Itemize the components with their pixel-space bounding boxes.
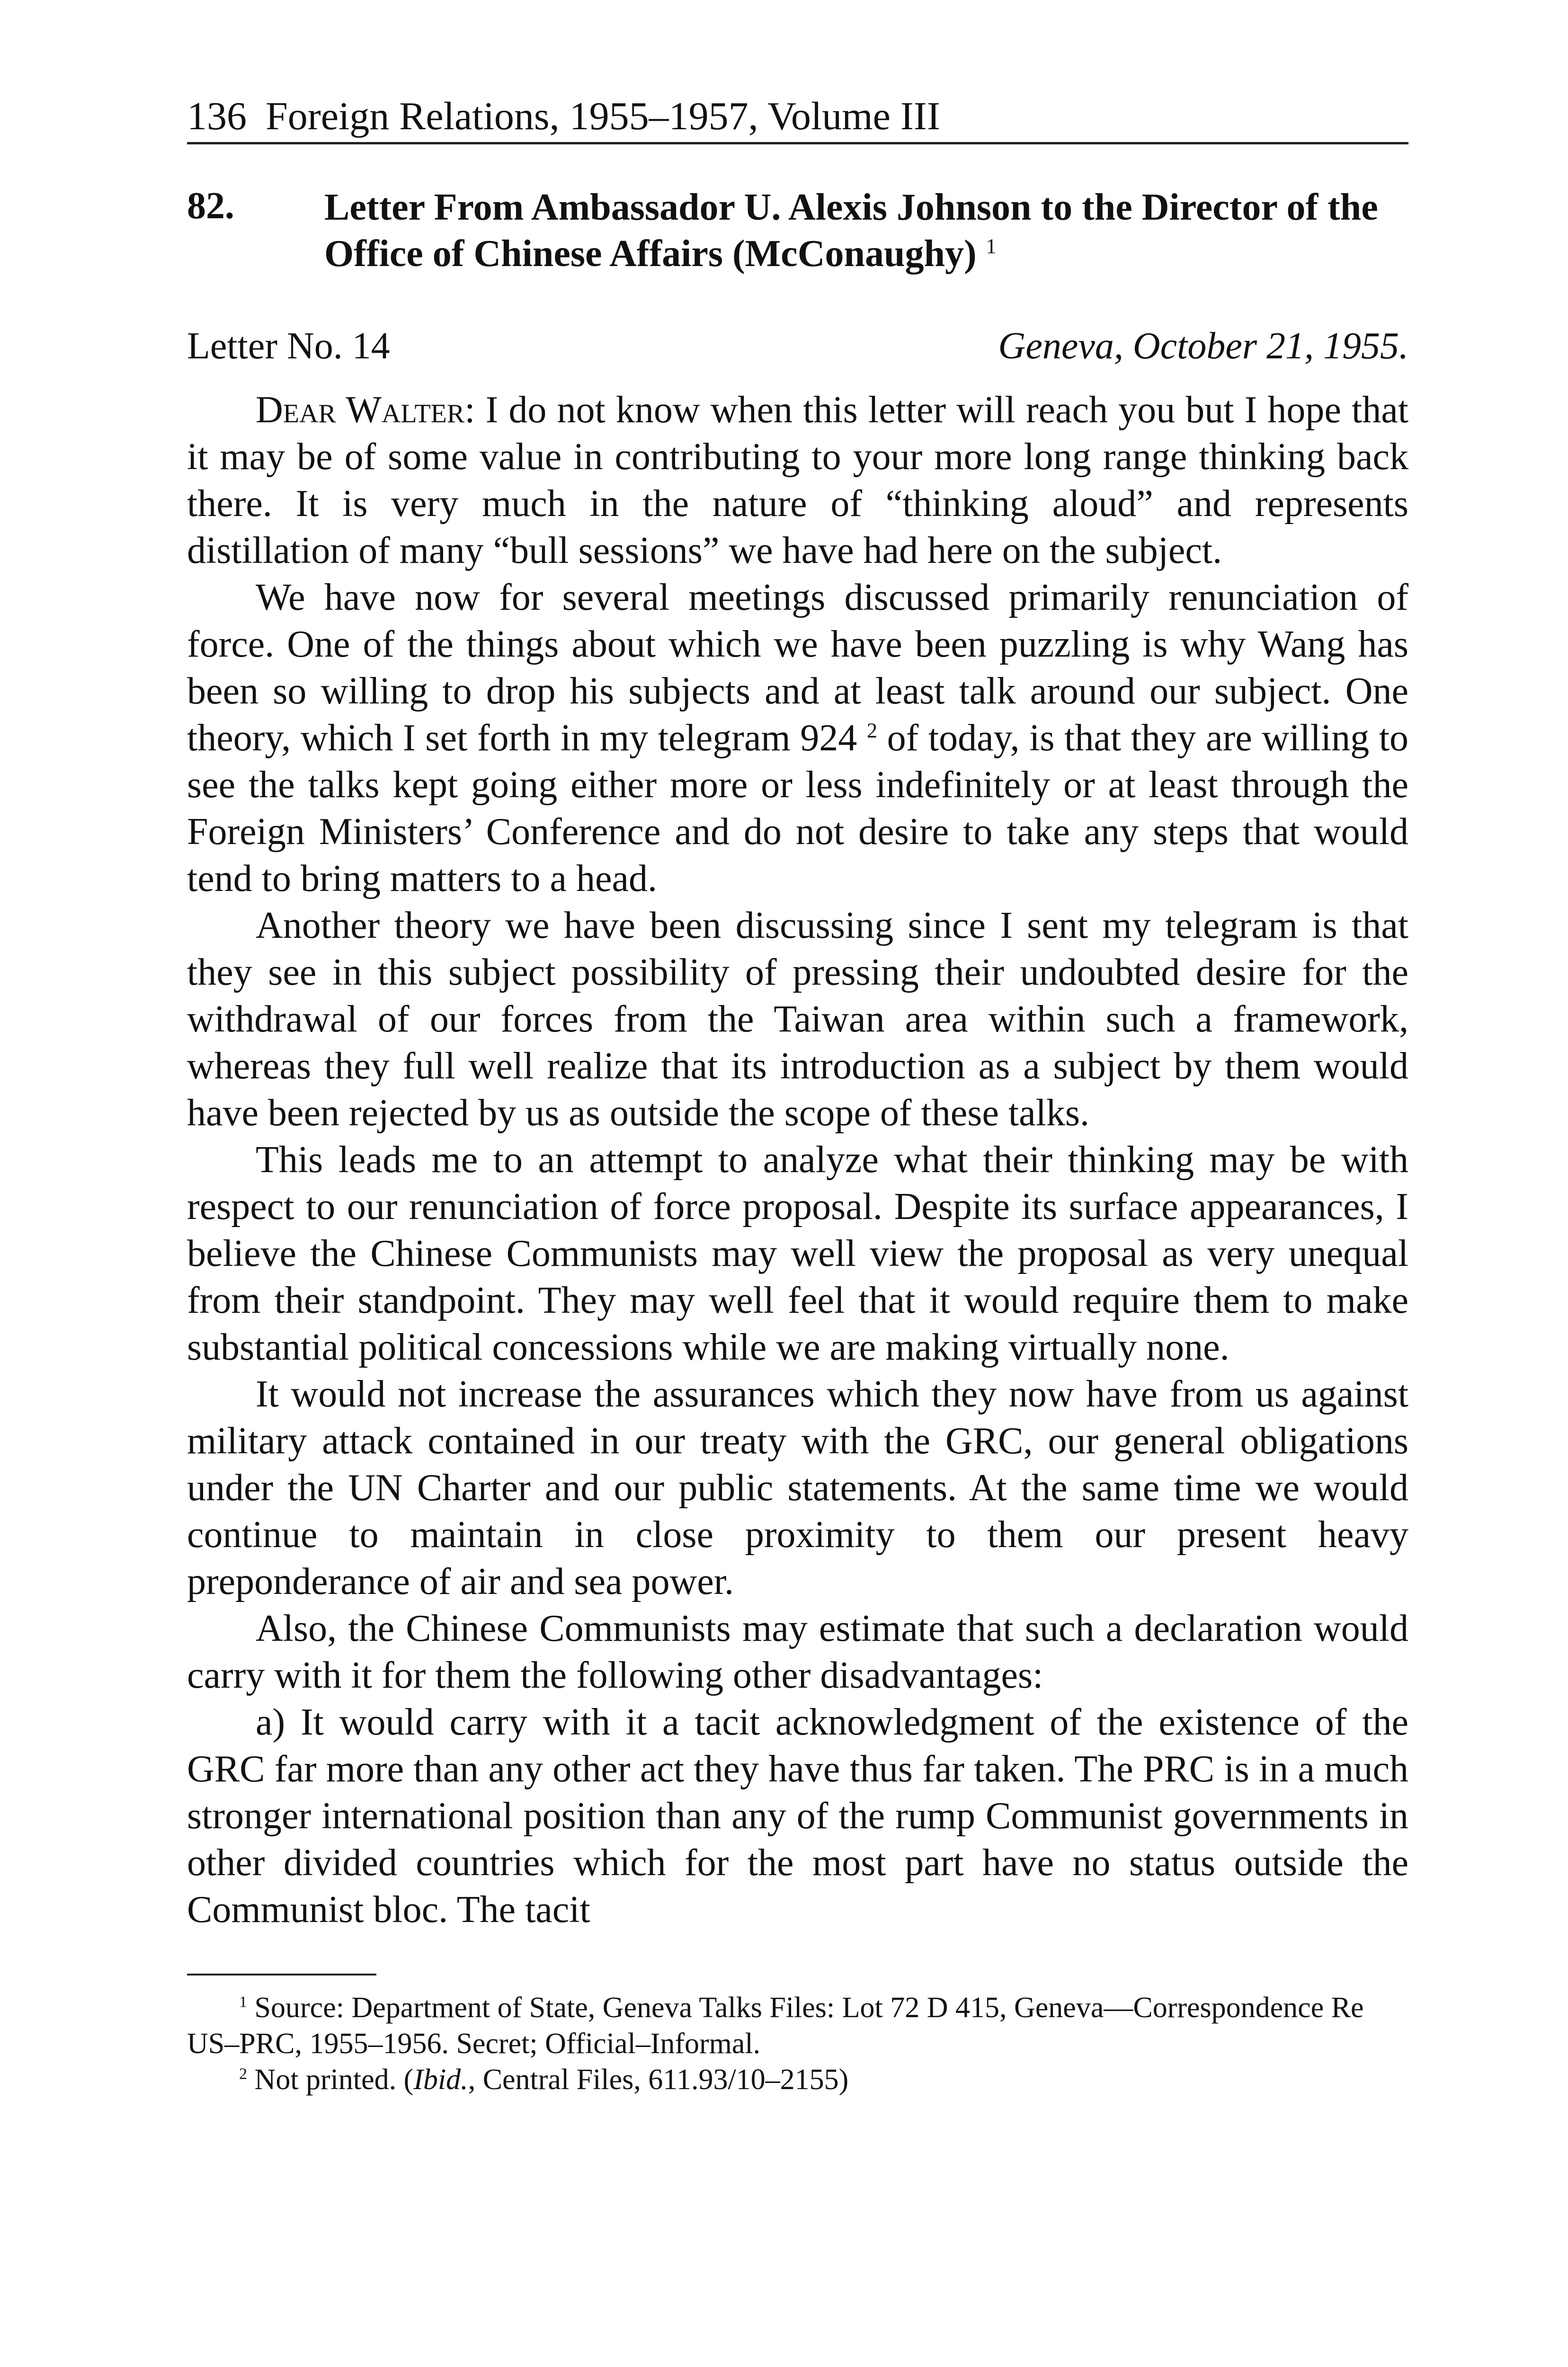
footnote-2-marker: 2 (239, 2064, 248, 2082)
document-page (187, 95, 1408, 2098)
paragraph-1-text: I do not know when this letter will reach you but I hope that it may be of some value in contributing to your more long range thinking back there. It is very much in the nature of “thinking aloud” and represents distillation of many “bull sessions” we have had here on the subject. (187, 389, 1409, 571)
volume-title: Foreign Relations, 1955–1957, Volume III (266, 94, 940, 138)
footnote-1 (187, 1990, 1408, 2062)
letter-meta (187, 325, 1408, 368)
footnote-divider (187, 1974, 376, 1975)
footnote-2-ibid: Ibid. (413, 2063, 468, 2096)
paragraph-7: a) It would carry with it a tacit acknowledgment of the existence of the GRC far more than any other act they have thus far taken. The PRC is in a much stronger international position than any of the rump Communist governments in other divided countries which for the most part have no status outside the Communist bloc. The tacit (187, 1701, 1408, 1931)
document-title (324, 185, 1408, 277)
paragraph-2-text-a: We have now for several meetings discussed primarily renunciation of force. One of the things about which we have been puzzling is why Wang has been so willing to drop his subjects and at least talk around our subject. One theory, which I set forth in my telegram 924 (187, 576, 1408, 759)
footnotes (187, 1974, 1408, 2098)
footnote-1-text: Source: Department of State, Geneva Talks Files: Lot 72 D 415, Geneva—Correspondence Re US–PRC, 1955–1956. Secret; Official–Informal. (187, 1991, 1364, 2060)
document-heading (187, 185, 1408, 277)
paragraph-6: Also, the Chinese Communists may estimate that such a declaration would carry with it for them the following other disadvantages: (187, 1607, 1408, 1696)
document-title-text: Letter From Ambassador U. Alexis Johnson to the Director of the Office of Chinese Affairs (McConaughy) (324, 187, 1378, 275)
letter-number: Letter No. 14 (187, 325, 390, 367)
footnote-ref-2: 2 (866, 718, 877, 742)
footnote-2-text-b: , Central Files, 611.93/10–2155) (468, 2063, 849, 2096)
page-number: 136 (187, 94, 247, 138)
paragraph-3: Another theory we have been discussing since I sent my telegram is that they see in this subject possibility of pressing their undoubted desire for the withdrawal of our forces from the Taiwan area within such a framework, whereas they full well realize that its introduction as a subject by them would have been rejected by us as outside the scope of these talks. (187, 904, 1408, 1134)
footnote-2 (187, 2062, 1408, 2098)
place-date: Geneva, October 21, 1955. (998, 325, 1408, 367)
paragraph-1 (187, 387, 1408, 574)
running-head (187, 95, 1408, 144)
footnote-1-marker: 1 (239, 1993, 248, 2011)
footnote-2-text-a: Not printed. ( (247, 2063, 414, 2096)
document-number: 82. (187, 185, 234, 227)
salutation: Dear Walter: (256, 389, 475, 431)
footnote-ref-1: 1 (986, 234, 997, 258)
paragraph-4: This leads me to an attempt to analyze what their thinking may be with respect to our renunciation of force proposal. Despite its surface appearances, I believe the Chinese Communists may well view the proposal as very unequal from their standpoint. They may well feel that it would require them to make substantial political concessions while we are making virtually none. (187, 1139, 1408, 1368)
letter-body (187, 387, 1408, 1933)
paragraph-2 (187, 574, 1408, 902)
paragraph-2-text-b: of today, is that they are willing to see the talks kept going either more or less indefinitely or at least through the Foreign Ministers’ Conference and do not desire to take any steps that would tend to bring matters to a head. (187, 717, 1409, 899)
paragraph-5: It would not increase the assurances which they now have from us against military attack contained in our treaty with the GRC, our general obligations under the UN Charter and our public statements. At the same time we would continue to maintain in close proximity to them our present heavy preponderance of air and sea power. (187, 1373, 1408, 1602)
